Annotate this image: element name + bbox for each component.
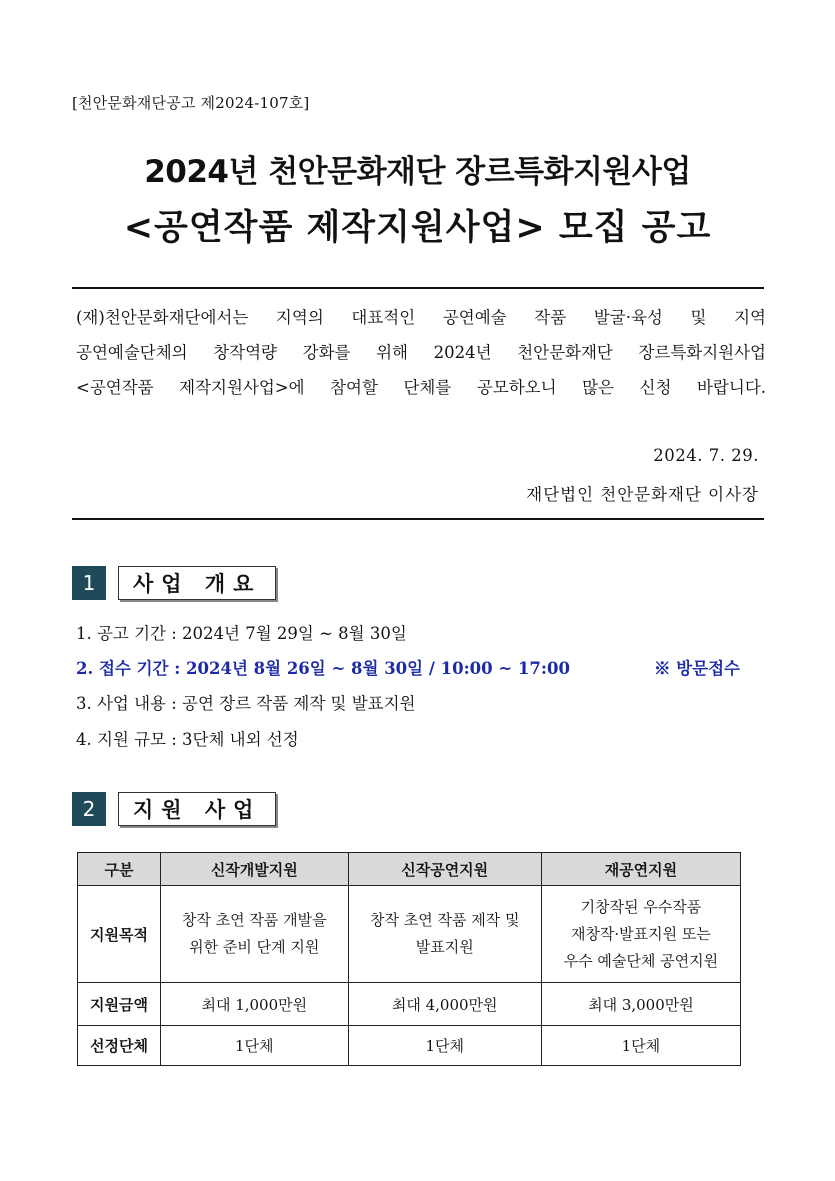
cell-line: 위한 준비 단계 지원: [189, 938, 320, 956]
bottom-divider: [72, 518, 764, 520]
overview-item: 4. 지원 규모 : 3단체 내외 선정: [76, 730, 299, 749]
table-cell: 1단체: [161, 1026, 349, 1066]
table-cell: 최대 4,000만원: [348, 983, 541, 1026]
table-cell: 최대 1,000만원: [161, 983, 349, 1026]
overview-item: 1. 공고 기간 : 2024년 7월 29일 ~ 8월 30일: [76, 624, 407, 643]
section-1-header: [72, 566, 276, 600]
cell-line: 발표지원: [415, 938, 474, 956]
table-row: [78, 886, 741, 983]
table-header-row: [78, 853, 741, 886]
intro-line: 공연예술단체의 창작역량 강화를 위해 2024년 천안문화재단 장르특화지원사업: [76, 343, 766, 362]
row-header: 선정단체: [78, 1026, 161, 1066]
table-cell: 1단체: [541, 1026, 740, 1066]
overview-item: 3. 사업 내용 : 공연 장르 작품 제작 및 발표지원: [76, 694, 416, 713]
column-header: 신작공연지원: [348, 853, 541, 886]
visit-note: ※ 방문접수: [654, 659, 741, 678]
notice-date: 2024. 7. 29.: [653, 446, 759, 465]
table-cell: [348, 886, 541, 983]
table-cell: [541, 886, 740, 983]
table-row: [78, 1026, 741, 1066]
page-title-line1: 2024년 천안문화재단 장르특화지원사업: [144, 154, 691, 190]
table-cell: 1단체: [348, 1026, 541, 1066]
overview-item-highlight: [76, 655, 741, 679]
table-row: [78, 983, 741, 1026]
column-header: 구분: [78, 853, 161, 886]
page-title-line2: <공연작품 제작지원사업> 모집 공고: [123, 208, 712, 248]
issuer: 재단법인 천안문화재단 이사장: [526, 485, 759, 504]
cell-line: 창작 초연 작품 제작 및: [369, 911, 520, 929]
column-header: 재공연지원: [541, 853, 740, 886]
overview-item-text: 2. 접수 기간 : 2024년 8월 26일 ~ 8월 30일 / 10:00 ~ 17:00: [76, 659, 570, 678]
table-cell: 최대 3,000만원: [541, 983, 740, 1026]
section-title: 사업 개요: [118, 566, 276, 600]
notice-number: [천안문화재단공고 제2024-107호]: [72, 94, 310, 112]
section-2-header: [72, 792, 276, 826]
row-header: 지원금액: [78, 983, 161, 1026]
section-title: 지원 사업: [118, 792, 276, 826]
cell-line: 기창작된 우수작품: [580, 897, 702, 916]
intro-line: <공연작품 제작지원사업>에 참여할 단체를 공모하오니 많은 신청 바랍니다.: [76, 378, 766, 397]
intro-line: (재)천안문화재단에서는 지역의 대표적인 공연예술 작품 발굴·육성 및 지역: [76, 308, 766, 327]
top-divider: [72, 287, 764, 289]
cell-line: 창작 초연 작품 개발을: [181, 911, 327, 929]
cell-line: 우수 예술단체 공연지원: [563, 951, 719, 970]
column-header: 신작개발지원: [161, 853, 349, 886]
support-table: [77, 852, 741, 1066]
table-cell: [161, 886, 349, 983]
row-header: 지원목적: [78, 886, 161, 983]
cell-line: 재창작·발표지원 또는: [570, 924, 711, 943]
intro-paragraph: [76, 300, 766, 405]
section-number: 1: [72, 566, 106, 600]
section-number: 2: [72, 792, 106, 826]
